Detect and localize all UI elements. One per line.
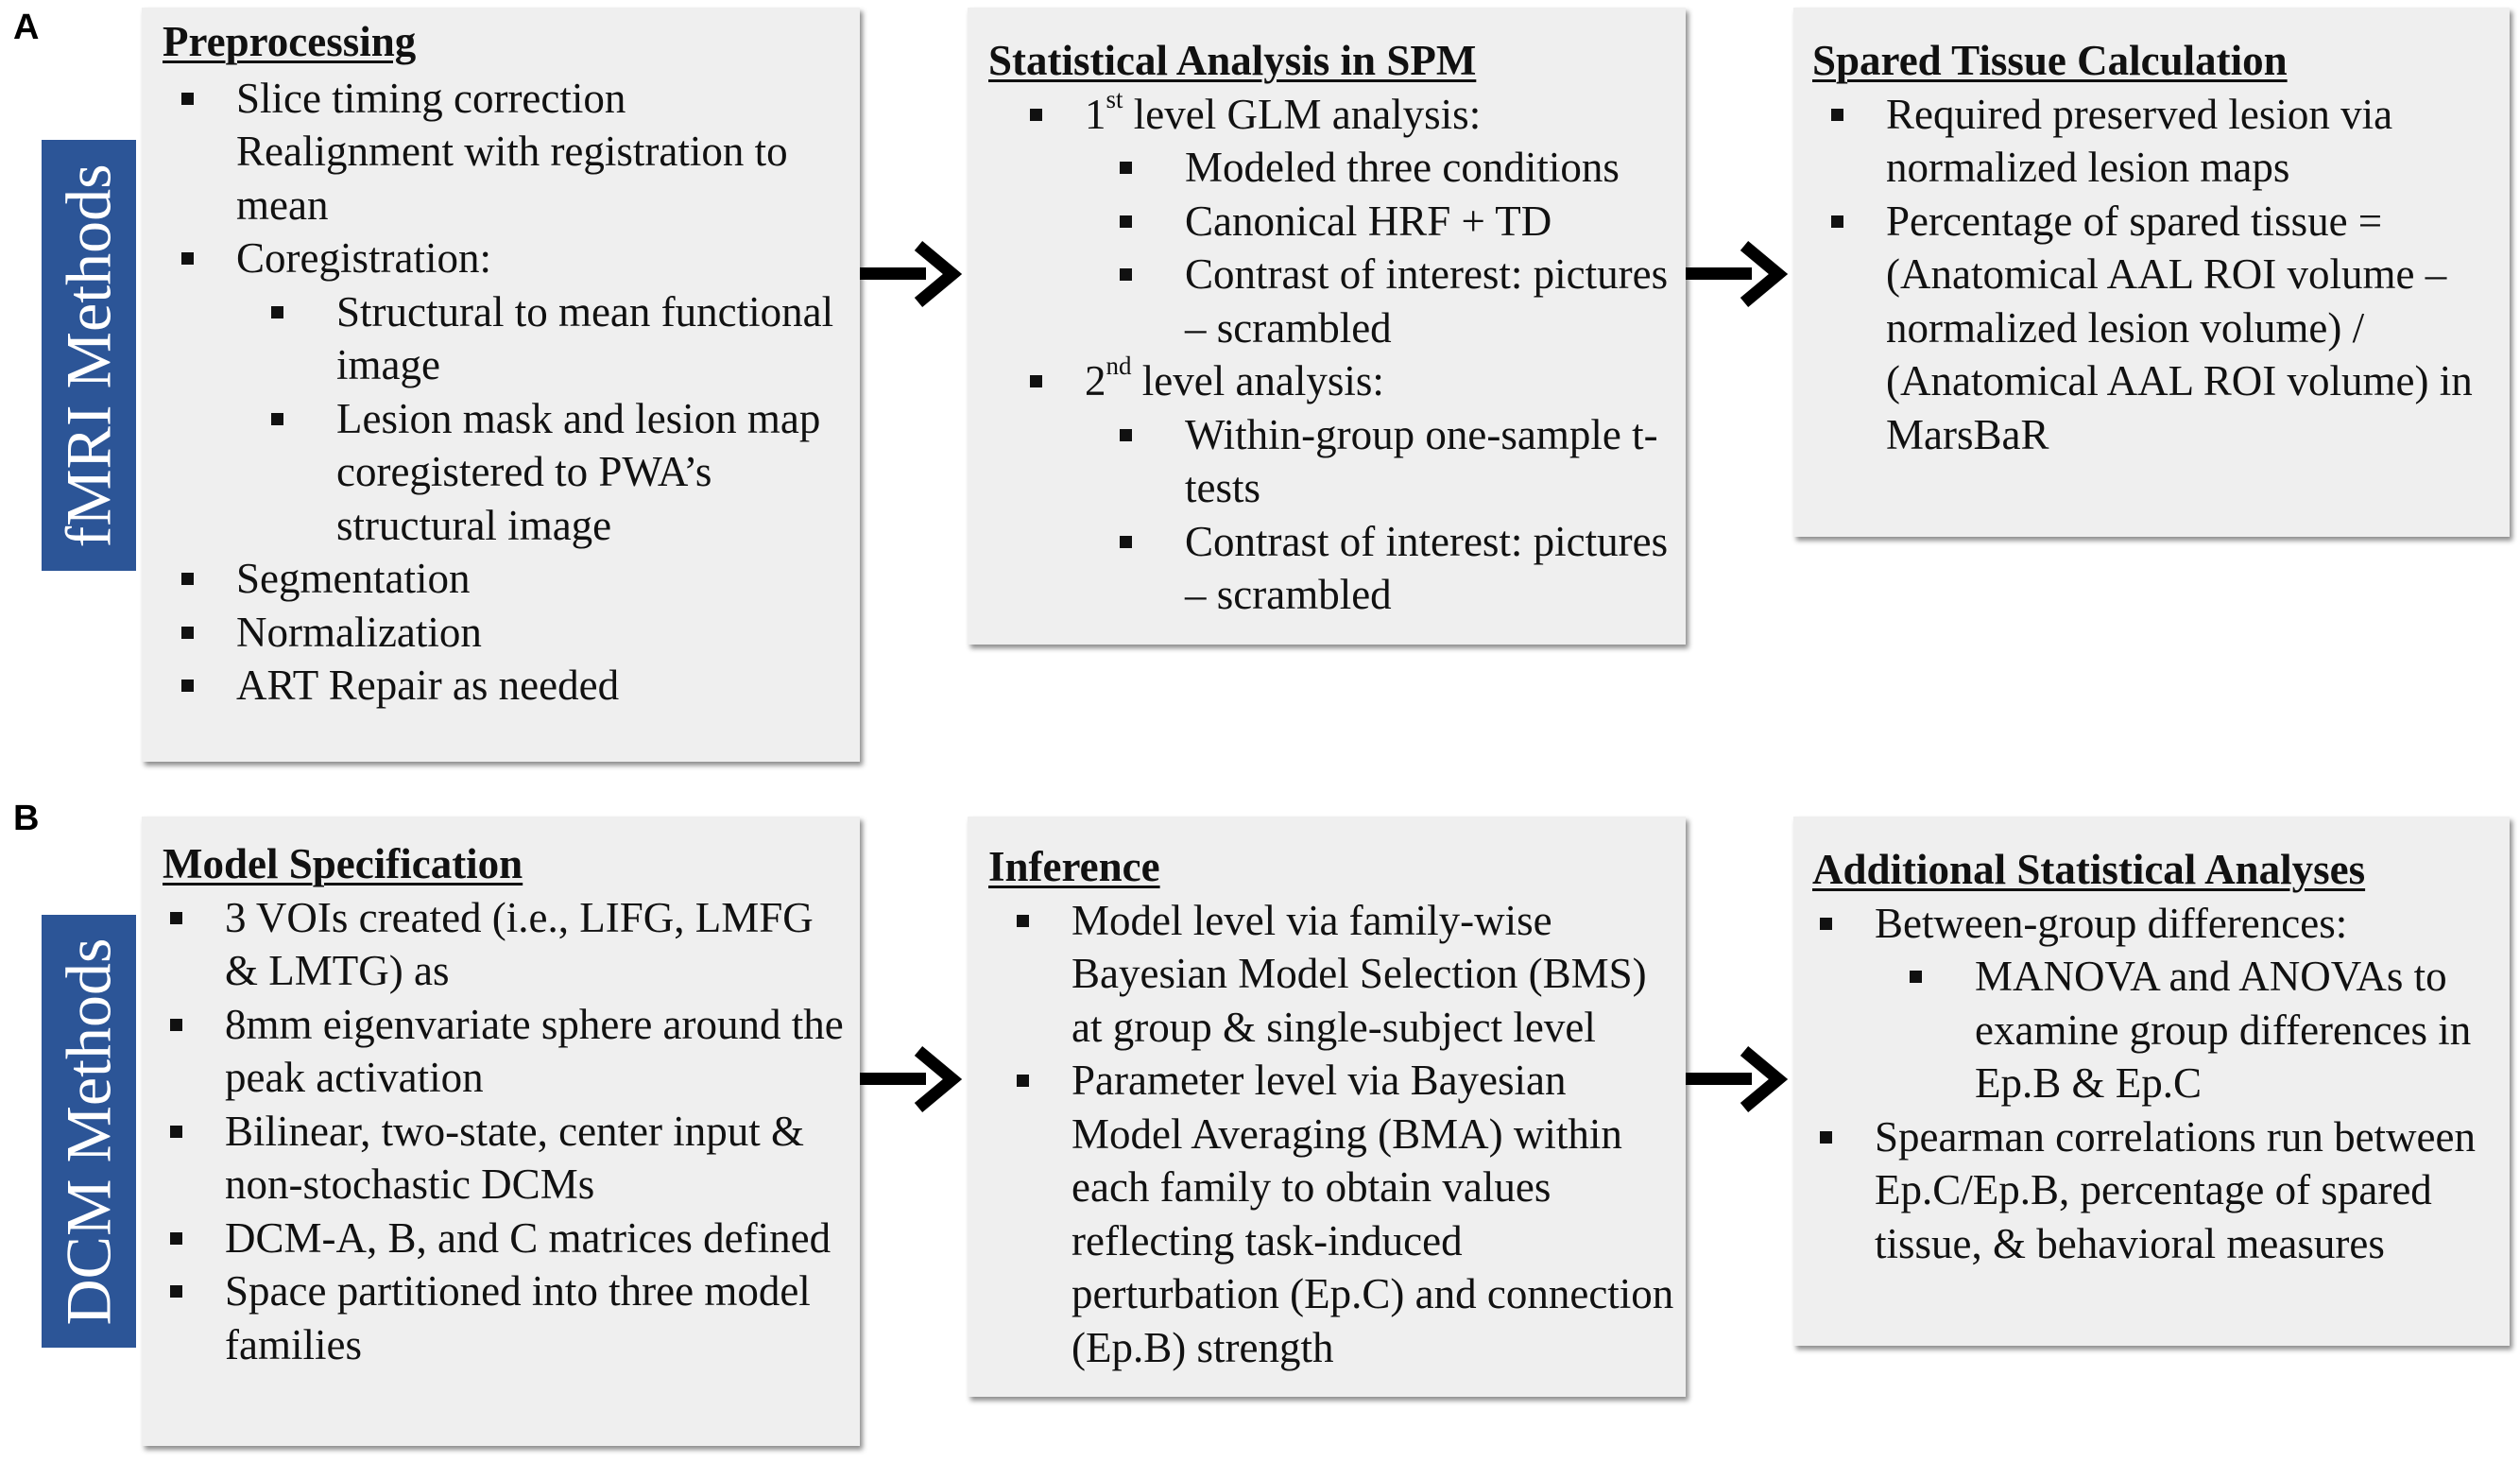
list-item: Canonical HRF + TD	[1185, 195, 1676, 249]
spared-tissue-box	[1793, 8, 2510, 537]
list-item: Segmentation	[236, 552, 850, 606]
list-item: 8mm eigenvariate sphere around the peak activation	[225, 998, 850, 1105]
list-item: MANOVA and ANOVAs to examine group differences in Ep.B & Ep.C	[1975, 950, 2500, 1110]
list-item: Slice timing correction Realignment with registration to mean	[236, 72, 850, 232]
arrow-icon	[860, 236, 964, 312]
additional-stats-title: Additional Statistical Analyses	[1812, 846, 2366, 893]
dcm-methods-label-text: DCM Methods	[52, 937, 125, 1325]
statistical-analysis-box	[968, 8, 1686, 645]
list-item: 1st level GLM analysis: Modeled three conditions Canonical HRF + TD Contrast of interest: pictures – scrambled	[1085, 88, 1676, 355]
fmri-methods-label	[42, 140, 136, 571]
list-item: Percentage of spared tissue = (Anatomical AAL ROI volume – normalized lesion volume) / (Anatomical AAL ROI volume) in MarsBaR	[1886, 195, 2496, 462]
model-specification-title: Model Specification	[163, 840, 523, 887]
dcm-methods-label	[42, 915, 136, 1348]
list-item: Structural to mean functional image	[336, 285, 850, 392]
list-item: 3 VOIs created (i.e., LIFG, LMFG & LMTG) as	[225, 891, 850, 998]
inference-box	[968, 817, 1686, 1397]
list-item: Contrast of interest: pictures – scrambled	[1185, 515, 1676, 622]
panel-letter-a: A	[13, 8, 40, 47]
statistical-analysis-title: Statistical Analysis in SPM	[988, 37, 1477, 84]
list-item: Contrast of interest: pictures – scrambled	[1185, 248, 1676, 354]
fmri-methods-label-text: fMRI Methods	[52, 163, 125, 548]
preprocessing-title: Preprocessing	[163, 18, 417, 65]
list-item: Required preserved lesion via normalized lesion maps	[1886, 88, 2496, 195]
list-item: Bilinear, two-state, center input & non-stochastic DCMs	[225, 1105, 850, 1212]
additional-stats-box	[1793, 817, 2510, 1346]
list-item: Coregistration: Structural to mean functional image Lesion mask and lesion map coregistered to PWA’s structural image	[236, 232, 850, 552]
panel-letter-b: B	[13, 799, 40, 838]
model-specification-box	[142, 817, 860, 1446]
list-item: Space partitioned into three model families	[225, 1264, 850, 1371]
list-item: Normalization	[236, 606, 850, 660]
list-item: ART Repair as needed	[236, 659, 850, 713]
preprocessing-box	[142, 8, 860, 762]
arrow-icon	[1686, 236, 1790, 312]
list-item: Lesion mask and lesion map coregistered to PWA’s structural image	[336, 392, 850, 553]
list-item: Model level via family-wise Bayesian Model Selection (BMS) at group & single-subject level	[1071, 894, 1676, 1055]
list-item: Parameter level via Bayesian Model Averaging (BMA) within each family to obtain values reflecting task-induced perturbation (Ep.C) and connection (Ep.B) strength	[1071, 1054, 1676, 1374]
list-item: Between-group differences: MANOVA and ANOVAs to examine group differences in Ep.B & Ep.C	[1875, 897, 2500, 1110]
list-item: 2nd level analysis: Within-group one-sample t-tests Contrast of interest: pictures – scrambled	[1085, 354, 1676, 622]
inference-title: Inference	[988, 843, 1160, 890]
arrow-icon	[860, 1041, 964, 1117]
list-item: Within-group one-sample t-tests	[1185, 408, 1676, 515]
arrow-icon	[1686, 1041, 1790, 1117]
spared-tissue-title: Spared Tissue Calculation	[1812, 37, 2288, 84]
list-item: DCM-A, B, and C matrices defined	[225, 1212, 850, 1265]
list-item: Modeled three conditions	[1185, 141, 1676, 195]
list-item: Spearman correlations run between Ep.C/Ep.B, percentage of spared tissue, & behavioral measures	[1875, 1110, 2500, 1271]
